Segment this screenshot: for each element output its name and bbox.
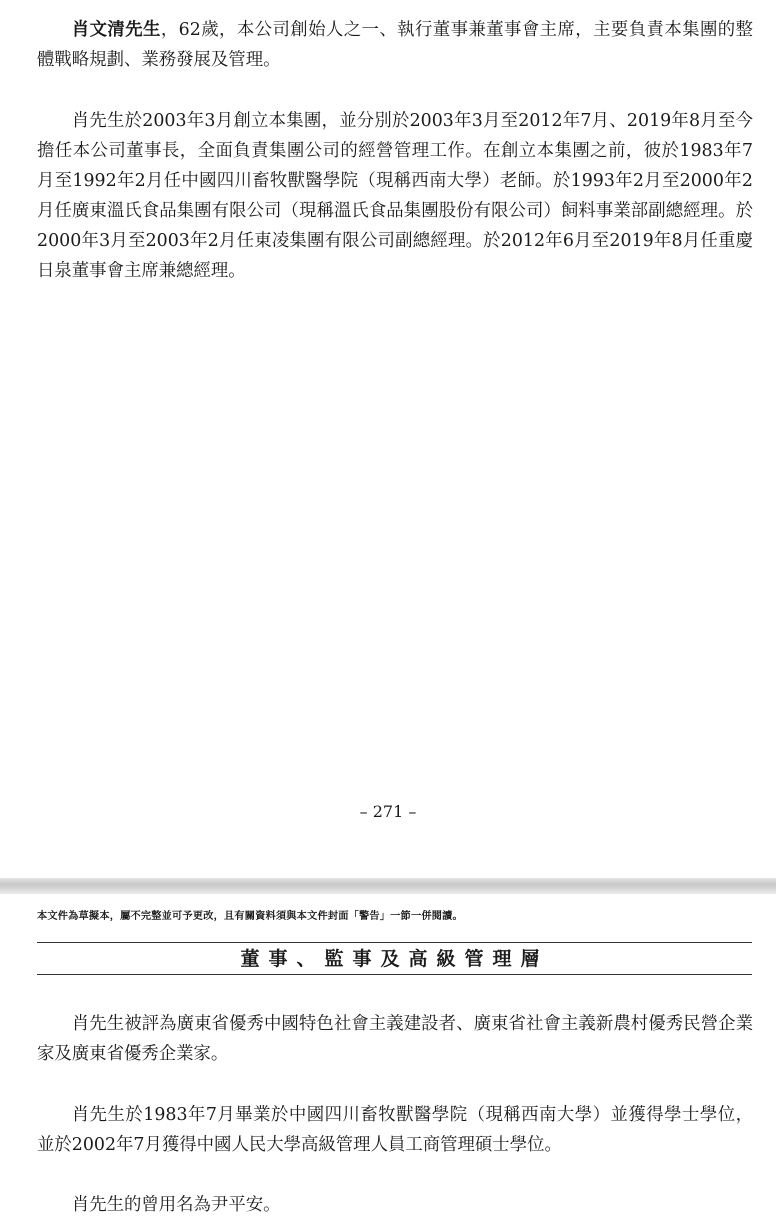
bio-paragraph-former-name: 肖先生的曾用名為尹平安。 [71, 1195, 281, 1215]
bio-intro-text: ，62歲，本公司創始人之一、執行董事兼董事會主席，主要負責本集團的整體戰略規劃、業務發展及管理。 [37, 20, 753, 70]
director-name: 肖文清先生 [71, 20, 161, 40]
header-rule-bottom [37, 974, 752, 975]
page-separator [0, 878, 776, 894]
bio-paragraph-awards: 肖先生被評為廣東省優秀中國特色社會主義建設者、廣東省社會主義新農村優秀民營企業家及廣東省優秀企業家。 [37, 1014, 753, 1064]
bio-paragraph-education: 肖先生於1983年7月畢業於中國四川畜牧獸醫學院（現稱西南大學）並獲得學士學位，並於2002年7月獲得中國人民大學高級管理人員工商管理碩士學位。 [37, 1105, 753, 1155]
bio-paragraph-intro [37, 15, 753, 75]
draft-notice: 本文件為草擬本，屬不完整並可予更改，且有關資料須與本文件封面「警告」一節一併閱讀。 [37, 911, 463, 922]
bio-paragraph-career: 肖先生於2003年3月創立本集團，並分別於2003年3月至2012年7月、2019年8月至今擔任本公司董事長，全面負責集團公司的經營管理工作。在創立本集團之前，彼於1983年7月至1992年2月任中國四川畜牧獸醫學院（現稱西南大學）老師。於1993年2月至2000年2月任廣東溫氏食品集團有限公司（現稱溫氏食品集團股份有限公司）飼料事業部副總經理。於2000年3月至2003年2月任東凌集團有限公司副總經理。於2012年6月至2019年8月任重慶日泉董事會主席兼總經理。 [37, 111, 753, 281]
header-rule-top [37, 942, 752, 943]
section-title: 董事、監事及高級管理層 [240, 948, 549, 970]
page-number: – 271 – [359, 802, 417, 821]
